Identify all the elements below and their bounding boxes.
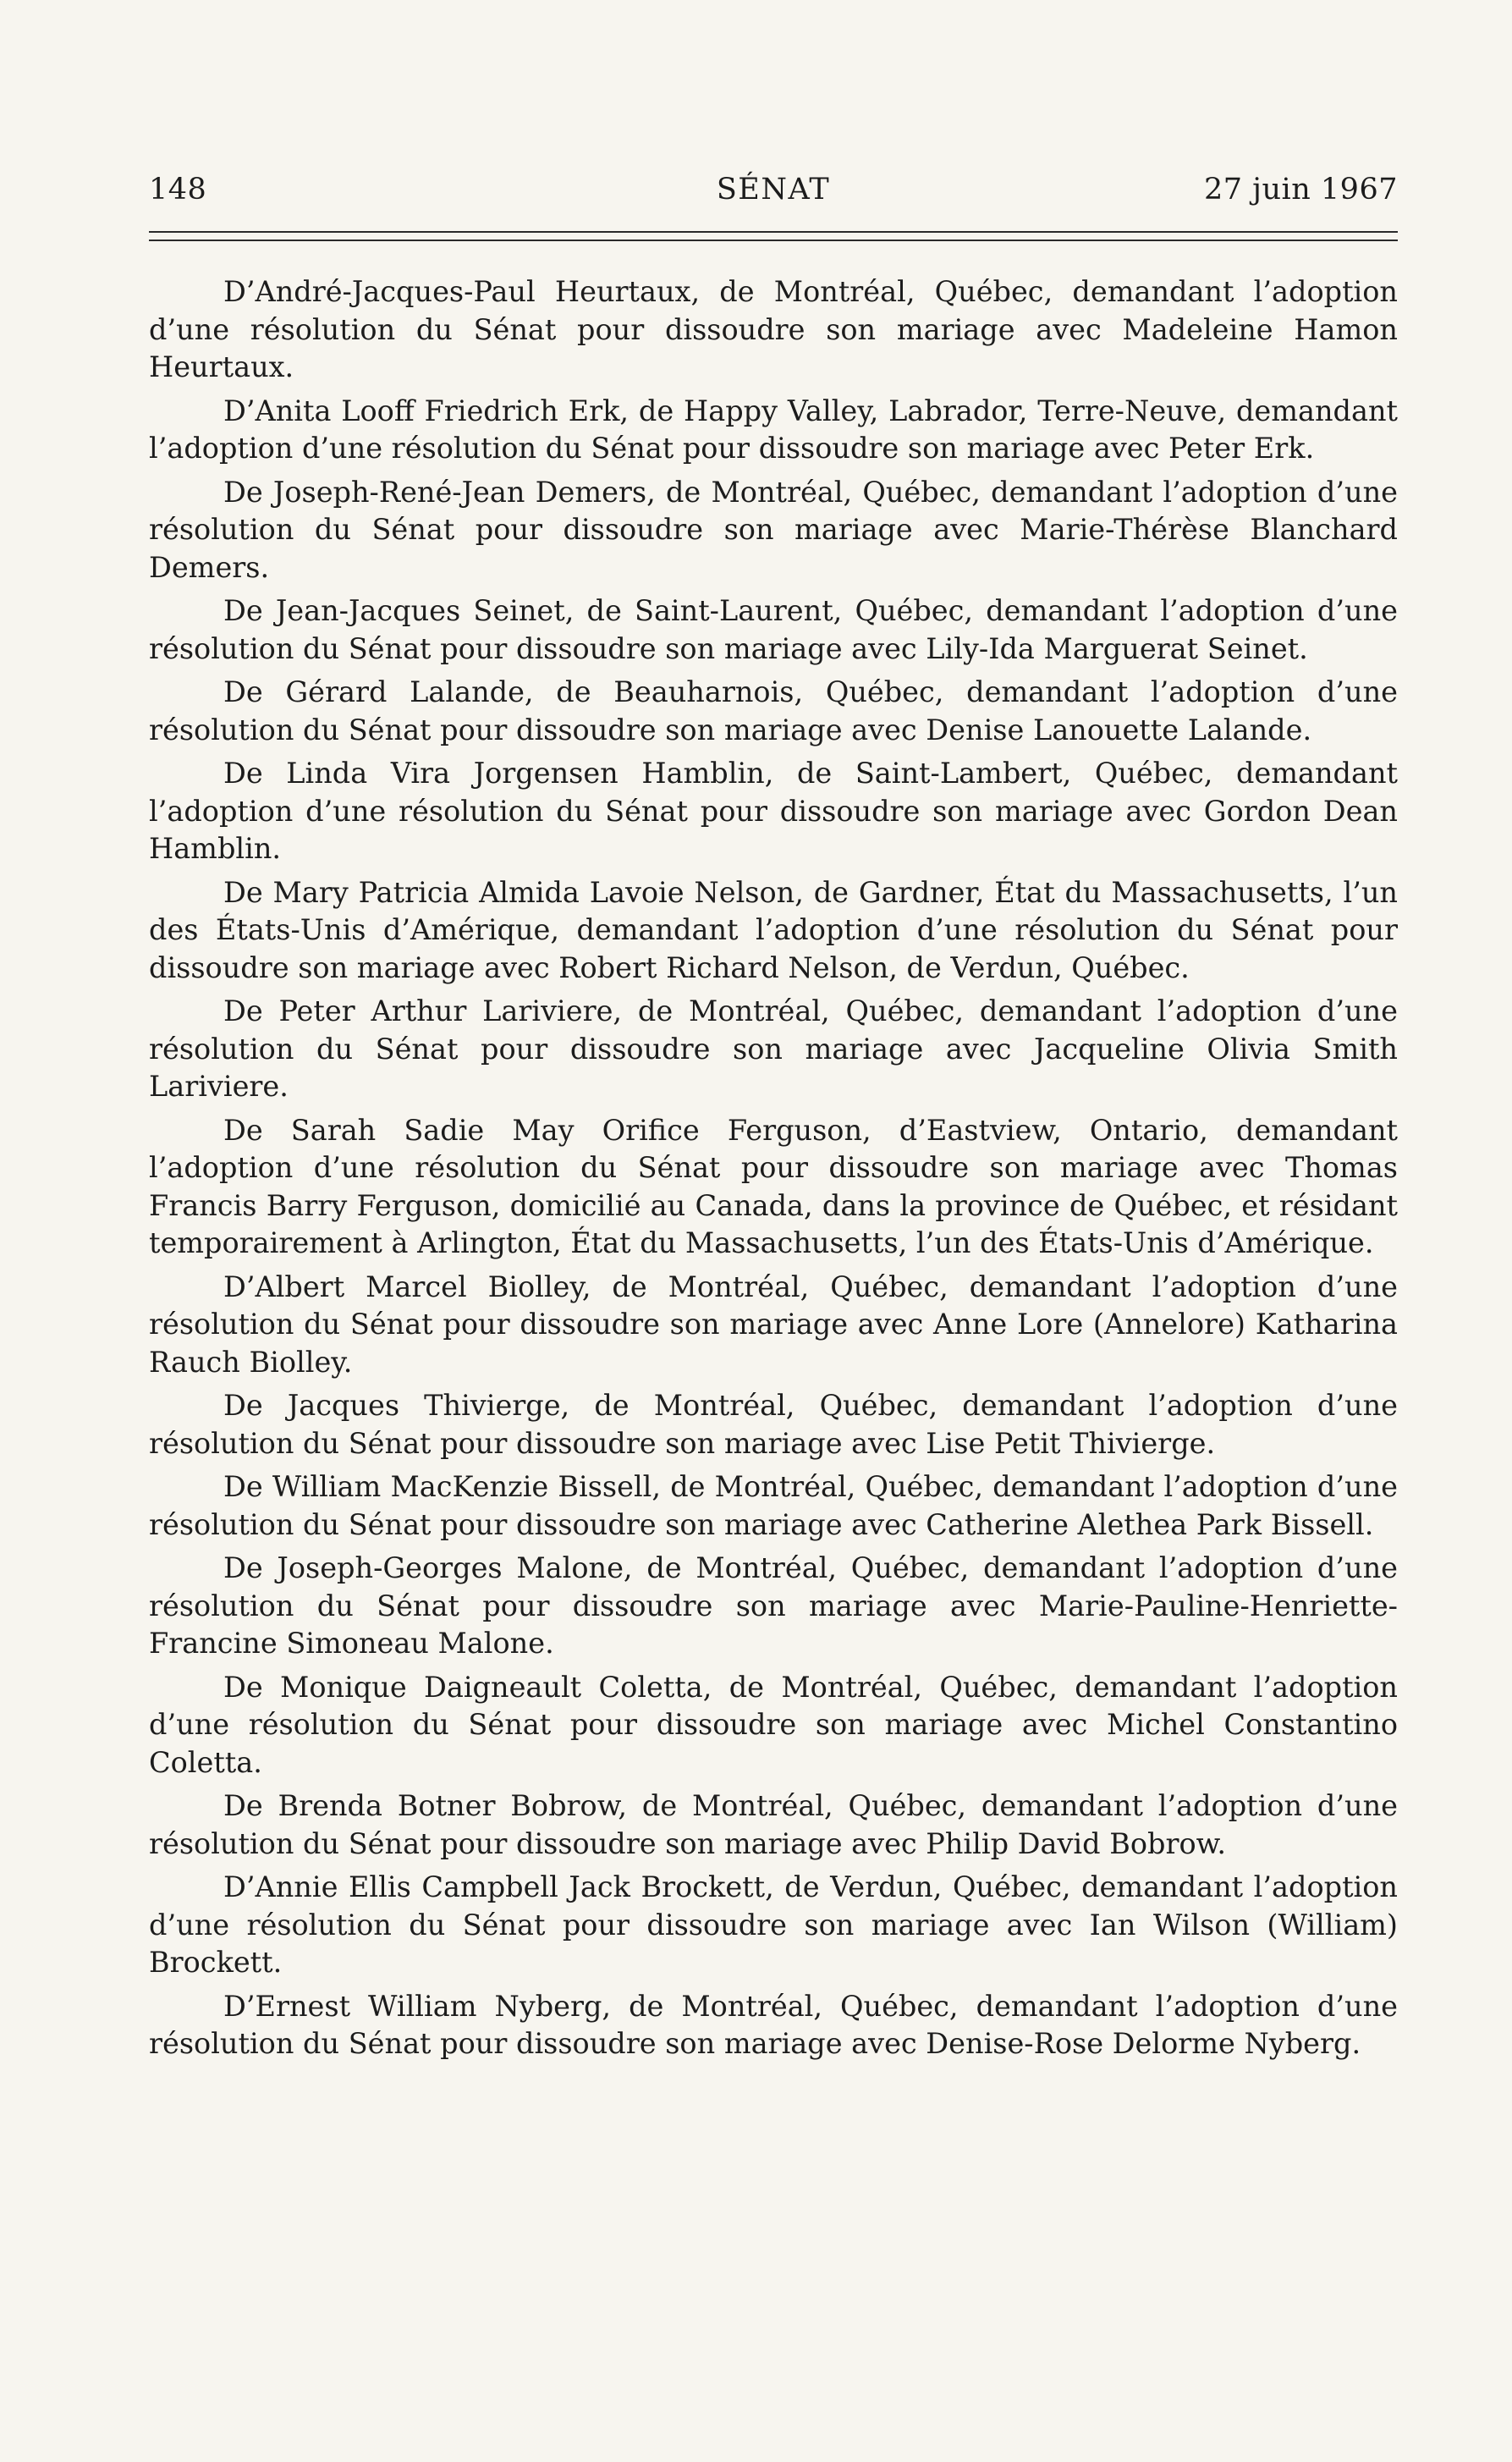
petition-paragraph: De Brenda Botner Bobrow, de Montréal, Québec, demandant l’adoption d’une résolution du Sénat pour dissoudre son mariage avec Philip David Bobrow. (149, 1789, 1398, 1860)
petition-paragraph: De Peter Arthur Lariviere, de Montréal, Québec, demandant l’adoption d’une résolution du Sénat pour dissoudre son mariage avec Jacqueline Olivia Smith Lariviere. (149, 994, 1398, 1103)
petition-paragraph: De Mary Patricia Almida Lavoie Nelson, de Gardner, État du Massachusetts, l’un des États-Unis d’Amérique, demandant l’adoption d’une résolution du Sénat pour dissoudre son mariage avec Robert Richard Nelson, de Verdun, Québec. (149, 875, 1398, 984)
petition-paragraph: De Joseph-René-Jean Demers, de Montréal, Québec, demandant l’adoption d’une résolution du Sénat pour dissoudre son mariage avec Marie-Thérèse Blanchard Demers. (149, 475, 1398, 584)
petition-paragraph: De Linda Vira Jorgensen Hamblin, de Saint-Lambert, Québec, demandant l’adoption d’une résolution du Sénat pour dissoudre son mariage avec Gordon Dean Hamblin. (149, 757, 1398, 865)
petition-paragraph: De Monique Daigneault Coletta, de Montréal, Québec, demandant l’adoption d’une résolution du Sénat pour dissoudre son mariage avec Michel Constantino Coletta. (149, 1670, 1398, 1779)
page-number: 148 (149, 173, 207, 207)
page-date: 27 juin 1967 (1204, 173, 1398, 207)
petition-list (149, 273, 1398, 2069)
petition-paragraph: D’André-Jacques-Paul Heurtaux, de Montréal, Québec, demandant l’adoption d’une résolution du Sénat pour dissoudre son mariage avec Madeleine Hamon Heurtaux. (149, 275, 1398, 383)
petition-paragraph: De Sarah Sadie May Orifice Ferguson, d’Eastview, Ontario, demandant l’adoption d’une résolution du Sénat pour dissoudre son mariage avec Thomas Francis Barry Ferguson, domicilié au Canada, dans la province de Québec, et résidant temporairement à Arlington, État du Massachusetts, l’un des États-Unis d’Amérique. (149, 1113, 1398, 1259)
petition-paragraph: De William MacKenzie Bissell, de Montréal, Québec, demandant l’adoption d’une résolution du Sénat pour dissoudre son mariage avec Catherine Alethea Park Bissell. (149, 1470, 1398, 1541)
petition-paragraph: De Jean-Jacques Seinet, de Saint-Laurent, Québec, demandant l’adoption d’une résolution du Sénat pour dissoudre son mariage avec Lily-Ida Marguerat Seinet. (149, 594, 1398, 665)
petition-paragraph: D’Ernest William Nyberg, de Montréal, Québec, demandant l’adoption d’une résolution du Sénat pour dissoudre son mariage avec Denise-Rose Delorme Nyberg. (149, 1989, 1398, 2060)
petition-paragraph: De Gérard Lalande, de Beauharnois, Québec, demandant l’adoption d’une résolution du Sénat pour dissoudre son mariage avec Denise Lanouette Lalande. (149, 675, 1398, 746)
petition-paragraph: D’Anita Looff Friedrich Erk, de Happy Valley, Labrador, Terre-Neuve, demandant l’adoption d’une résolution du Sénat pour dissoudre son mariage avec Peter Erk. (149, 394, 1398, 465)
petition-paragraph: D’Annie Ellis Campbell Jack Brockett, de Verdun, Québec, demandant l’adoption d’une résolution du Sénat pour dissoudre son mariage avec Ian Wilson (William) Brockett. (149, 1870, 1398, 1979)
petition-paragraph: D’Albert Marcel Biolley, de Montréal, Québec, demandant l’adoption d’une résolution du Sénat pour dissoudre son mariage avec Anne Lore (Annelore) Katharina Rauch Biolley. (149, 1270, 1398, 1379)
petition-paragraph: De Jacques Thivierge, de Montréal, Québec, demandant l’adoption d’une résolution du Sénat pour dissoudre son mariage avec Lise Petit Thivierge. (149, 1389, 1398, 1460)
header-double-rule (149, 231, 1398, 241)
page-title: SÉNAT (716, 173, 831, 207)
petition-paragraph: De Joseph-Georges Malone, de Montréal, Québec, demandant l’adoption d’une résolution du Sénat pour dissoudre son mariage avec Marie-Pauline-Henriette-Francine Simoneau Malone. (149, 1551, 1398, 1660)
page-header (149, 173, 1398, 213)
